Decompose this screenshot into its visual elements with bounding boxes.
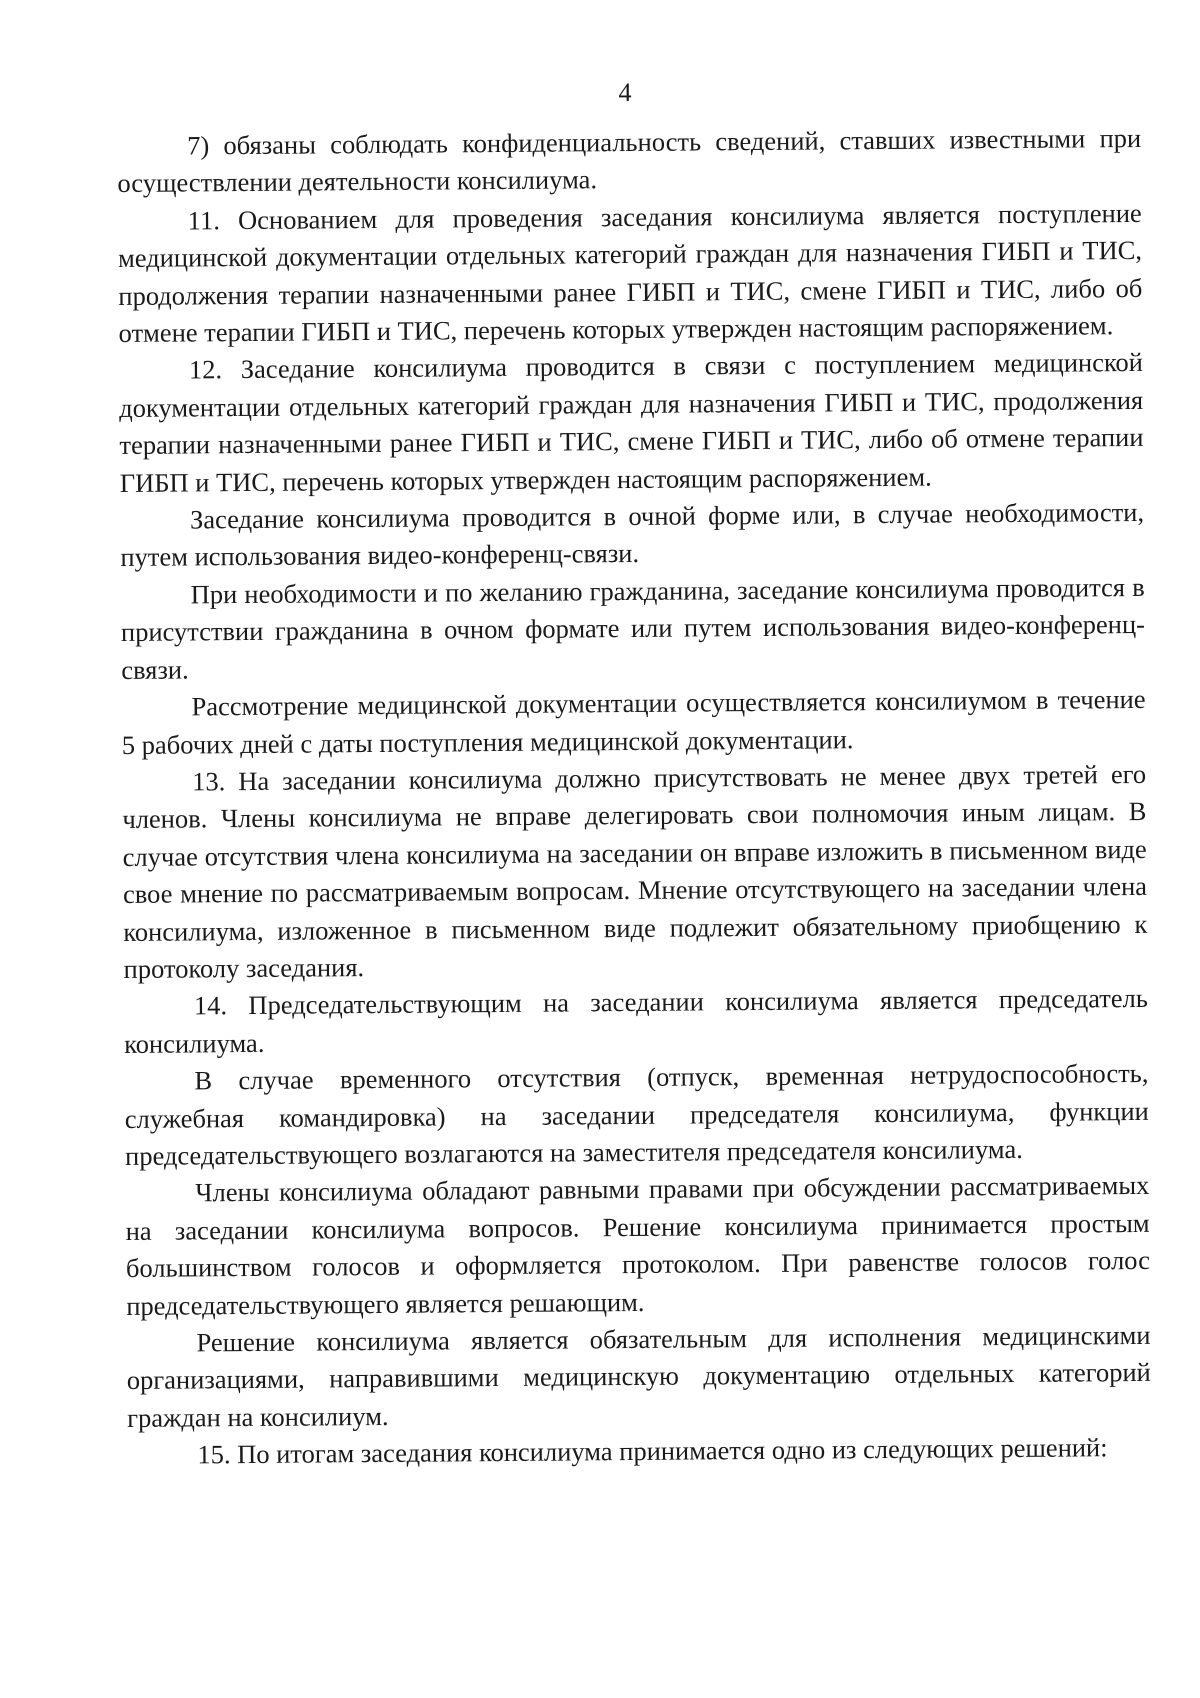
paragraph-15-outcomes: 15. По итогам заседания консилиума принимается одно из следующих решений: xyxy=(197,1432,1108,1470)
paragraph-11-grounds: 11. Основанием для проведения заседания консилиума является поступление медицинской документации отдельных категорий граждан для назначения ГИБП и ТИС, продолжения терапии назначенными ранее ГИБП и ТИС, смене ГИБП и ТИС, либо об отмене терапии ГИБП и ТИС, перечень которых утвержден настоящим распоряжением. xyxy=(117,197,1143,349)
paragraph-meeting-form: Заседание консилиума проводится в очной форме или, в случае необходимости, путем использования видео-конференц-связи. xyxy=(120,497,1145,573)
paragraph-13-quorum: 13. На заседании консилиума должно присутствовать не менее двух третей его членов. Члены консилиума не вправе делегировать свои полномочия иным лицам. В случае отсутствия члена консилиума на заседании он вправе изложить в письменном виде свое мнение по рассматриваемым вопросам. Мнение отсутствующего на заседании члена консилиума, изложенное в письменном виде подлежит обязательному приобщению к протоколу заседания. xyxy=(122,758,1148,984)
paragraph-12-meeting: 12. Заседание консилиума проводится в связи с поступлением медицинской документации отдельных категорий граждан для назначения ГИБП и ТИС, продолжения терапии назначенными ранее ГИБП и ТИС, смене ГИБП и ТИС, либо об отмене терапии ГИБП и ТИС, перечень которых утвержден настоящим распоряжением. xyxy=(119,347,1144,498)
paragraph-citizen-presence: При необходимости и по желанию гражданина, заседание консилиума проводится в присутствии гражданина в очном формате или путем использования видео-конференц-связи. xyxy=(120,571,1146,685)
document-body xyxy=(117,120,1152,1475)
paragraph-14-chair: 14. Председательствующим на заседании консилиума является председатель консилиума. xyxy=(124,983,1148,1059)
paragraph-review-period: Рассмотрение медицинской документации осуществляется консилиумом в течение 5 рабочих дней с даты поступления медицинской документации. xyxy=(121,684,1146,760)
paragraph-decision-binding: Решение консилиума является обязательным для исполнения медицинскими организациями, направившими медицинскую документацию отдельных категорий граждан на консилиум. xyxy=(126,1319,1151,1433)
page-number: 4 xyxy=(618,78,632,107)
paragraph-7-confidentiality: 7) обязаны соблюдать конфиденциальность сведений, ставших известными при осуществлении деятельности консилиума. xyxy=(117,122,1142,199)
paragraph-chair-absence: В случае временного отсутствия (отпуск, временная нетрудоспособность, служебная командировка) на заседании председателя консилиума, функции председательствующего возлагаются на заместителя председателя консилиума. xyxy=(124,1058,1149,1171)
paragraph-voting: Члены консилиума обладают равными правами при обсуждении рассматриваемых на заседании консилиума вопросов. Решение консилиума принимается простым большинством голосов и оформляется протоколом. При равенстве голосов голос председательствующего является решающим. xyxy=(125,1170,1151,1321)
